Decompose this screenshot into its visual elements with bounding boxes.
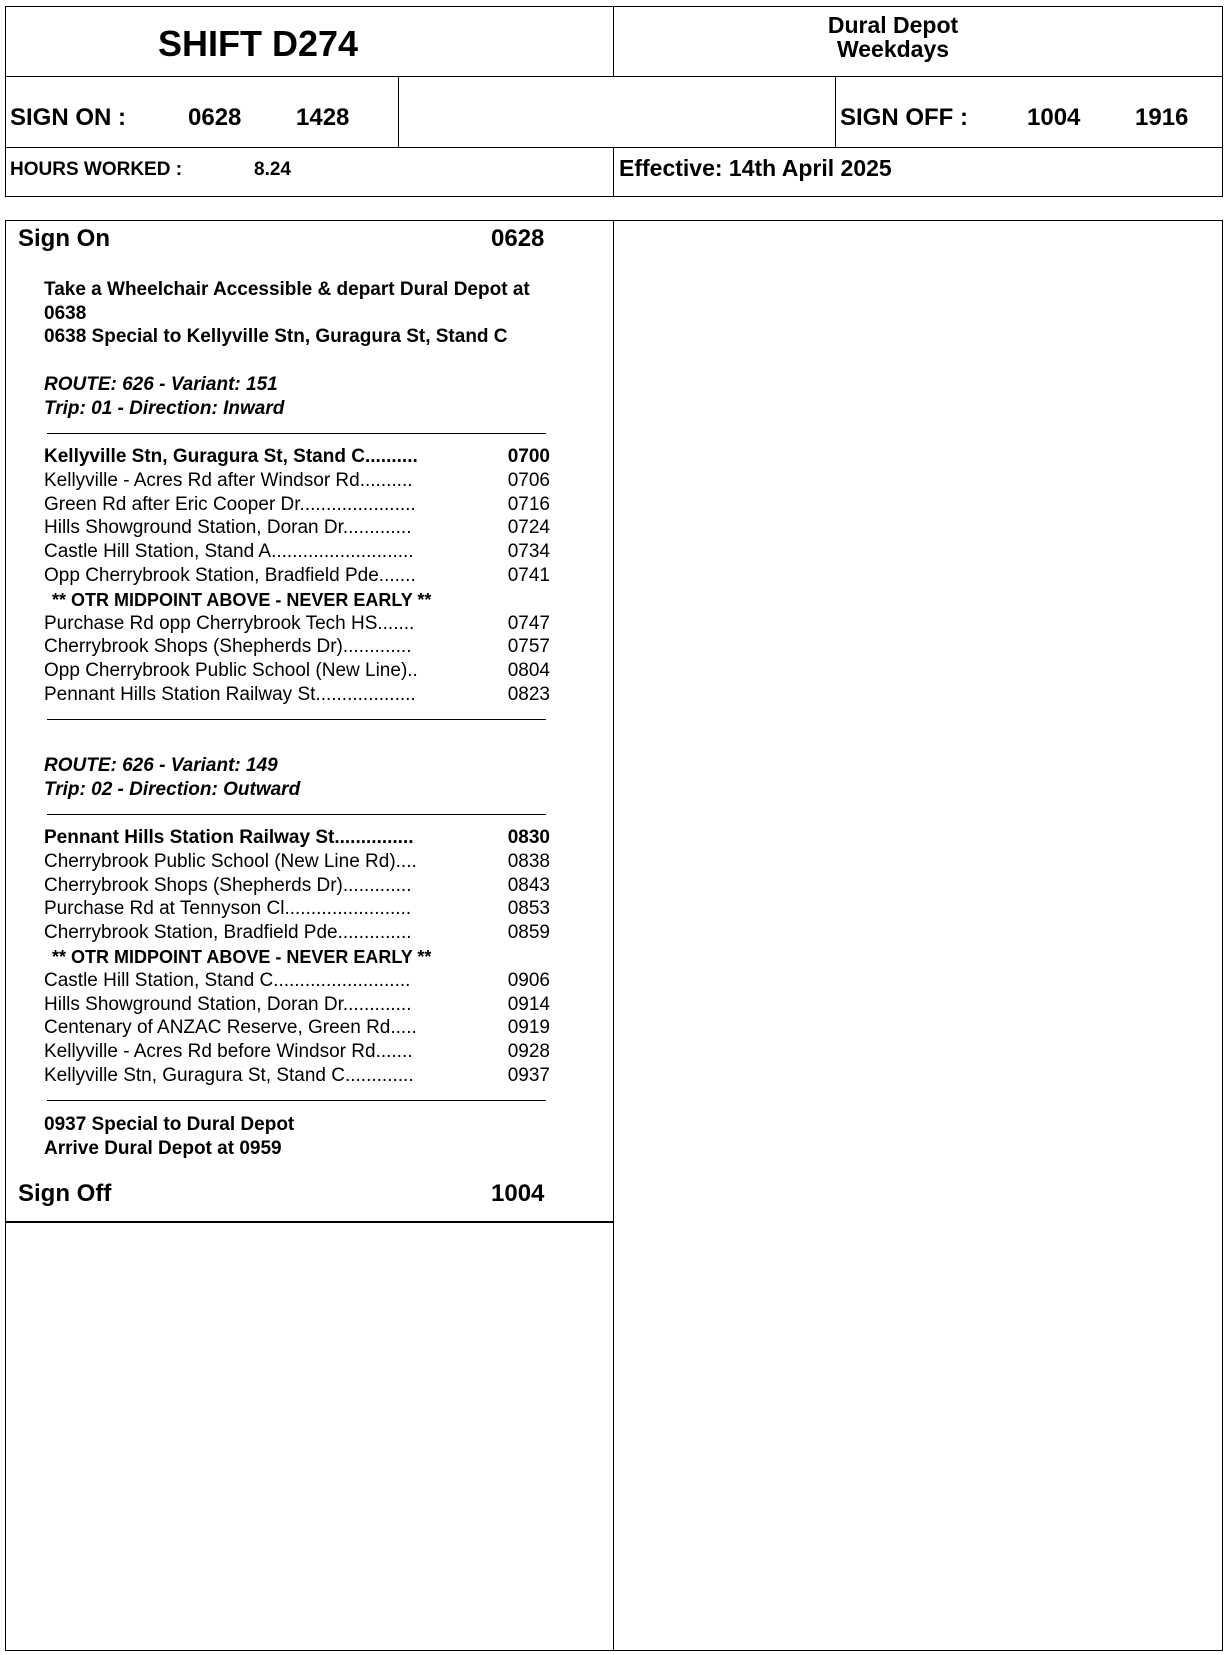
stop-name: Green Rd after Eric Cooper Dr...................... (44, 493, 416, 515)
stop-name: Cherrybrook Shops (Shepherds Dr)............. (44, 874, 412, 896)
stop-name: Hills Showground Station, Doran Dr............. (44, 993, 412, 1015)
timetable-stop-row (44, 993, 550, 1017)
timetable-stop-row (44, 564, 550, 588)
sign-on-label: SIGN ON : (10, 104, 127, 131)
timetable-stop-row (44, 445, 550, 469)
stop-time: 0914 (507, 993, 550, 1015)
stop-name: Purchase Rd opp Cherrybrook Tech HS....... (44, 612, 415, 634)
stop-time: 0724 (507, 517, 550, 539)
header-divider-v-bottom (613, 147, 614, 197)
timetable-stop-row (44, 921, 550, 945)
trip-rule-bottom (47, 719, 546, 720)
stop-name: Cherrybrook Public School (New Line Rd).... (44, 850, 417, 872)
stop-time: 0706 (507, 469, 550, 491)
sign-on-row-time: 0628 (491, 225, 545, 252)
intro-line: 0638 (44, 303, 87, 324)
sign-off-label: SIGN OFF : (840, 104, 968, 131)
hours-worked-value: 8.24 (254, 159, 291, 180)
timetable-stop-row (44, 1016, 550, 1040)
route-line: ROUTE: 626 - Variant: 149 (44, 755, 278, 776)
timetable-stop-row (44, 1064, 550, 1088)
otr-midpoint-note: ** OTR MIDPOINT ABOVE - NEVER EARLY ** (52, 947, 432, 967)
stop-time: 0747 (507, 612, 550, 634)
sign-off-row-label: Sign Off (18, 1180, 112, 1207)
trip-line: Trip: 01 - Direction: Inward (44, 398, 285, 419)
timetable-stop-row (44, 897, 550, 921)
stop-name: Centenary of ANZAC Reserve, Green Rd..... (44, 1017, 417, 1039)
header-divider-h2 (5, 147, 1223, 148)
stop-name: Cherrybrook Station, Bradfield Pde.............. (44, 922, 412, 944)
timetable-stop-row (44, 826, 550, 850)
timetable-stop-row (44, 540, 550, 564)
timetable-stop-row (44, 659, 550, 683)
intro-line: Take a Wheelchair Accessible & depart Dural Depot at (44, 279, 530, 300)
stop-name: Castle Hill Station, Stand C.......................... (44, 969, 411, 991)
stop-name: Opp Cherrybrook Public School (New Line).. (44, 660, 418, 682)
stop-name: Cherrybrook Shops (Shepherds Dr)............. (44, 636, 412, 658)
hours-worked-label: HOURS WORKED : (10, 159, 183, 180)
intro-line: 0638 Special to Kellyville Stn, Guragura St, Stand C (44, 326, 508, 347)
duty-end-rule (5, 1221, 614, 1223)
timetable-stop-row (44, 1040, 550, 1064)
depot-name: Dural Depot (827, 12, 959, 38)
route-line: ROUTE: 626 - Variant: 151 (44, 374, 278, 395)
stop-name: Opp Cherrybrook Station, Bradfield Pde....... (44, 565, 416, 586)
timetable-stop-row (44, 850, 550, 874)
sign-off-time-1: 1004 (1027, 104, 1081, 131)
trip-line: Trip: 02 - Direction: Outward (44, 779, 301, 800)
stop-time: 0741 (507, 565, 550, 586)
header-divider-h1 (5, 76, 1223, 77)
timetable-stop-row (44, 612, 550, 636)
timetable-stop-row (44, 874, 550, 898)
duty-right-panel (613, 220, 1223, 1651)
closing-line: 0937 Special to Dural Depot (44, 1114, 295, 1135)
stop-time: 0716 (507, 493, 550, 515)
stop-time: 0853 (507, 898, 550, 920)
stop-name: Kellyville Stn, Guragura St, Stand C............. (44, 1065, 414, 1086)
header-divider-v-mid-left (398, 76, 399, 147)
effective-date: Effective: 14th April 2025 (619, 155, 892, 181)
stop-name: Kellyville - Acres Rd before Windsor Rd....... (44, 1041, 413, 1063)
timetable-stop-row (44, 516, 550, 540)
stop-name: Pennant Hills Station Railway St............... (44, 827, 414, 848)
stop-time: 0928 (507, 1041, 550, 1063)
trip-rule-bottom (47, 1100, 546, 1101)
stop-time: 0734 (507, 541, 550, 563)
stop-time: 0937 (507, 1065, 550, 1086)
sign-off-time-2: 1916 (1135, 104, 1189, 131)
sign-off-row-time: 1004 (491, 1180, 545, 1207)
header-divider-v-mid-right (835, 76, 836, 147)
timetable-stop-row (44, 635, 550, 659)
otr-midpoint-note: ** OTR MIDPOINT ABOVE - NEVER EARLY ** (52, 589, 432, 610)
timetable-stop-row (44, 493, 550, 517)
stop-time: 0906 (507, 969, 550, 991)
stop-name: Castle Hill Station, Stand A........................... (44, 541, 414, 563)
timetable-stop-row (44, 469, 550, 493)
timetable-stop-row (44, 683, 550, 707)
sign-on-row-label: Sign On (18, 225, 110, 252)
sign-on-time-1: 0628 (188, 104, 242, 131)
stop-name: Pennant Hills Station Railway St................... (44, 684, 416, 705)
stop-time: 0843 (507, 874, 550, 896)
stop-time: 0919 (507, 1017, 550, 1039)
shift-title: SHIFT D274 (157, 23, 359, 64)
trip-rule-top (47, 814, 546, 815)
closing-line: Arrive Dural Depot at 0959 (44, 1138, 282, 1159)
stop-time: 0700 (507, 446, 550, 467)
sign-on-time-2: 1428 (296, 104, 350, 131)
stop-time: 0757 (507, 636, 550, 658)
stop-time: 0859 (507, 922, 550, 944)
timetable-stop-row (44, 969, 550, 993)
stop-name: Purchase Rd at Tennyson Cl........................ (44, 898, 412, 920)
stop-time: 0823 (507, 684, 550, 705)
stop-name: Kellyville - Acres Rd after Windsor Rd.......... (44, 469, 413, 491)
trip-rule-top (47, 433, 546, 434)
stop-time: 0804 (507, 660, 550, 682)
stop-time: 0838 (507, 850, 550, 872)
stop-time: 0830 (507, 827, 550, 848)
stop-name: Kellyville Stn, Guragura St, Stand C.......... (44, 446, 418, 467)
stop-name: Hills Showground Station, Doran Dr............. (44, 517, 412, 539)
day-type: Weekdays (836, 36, 950, 62)
